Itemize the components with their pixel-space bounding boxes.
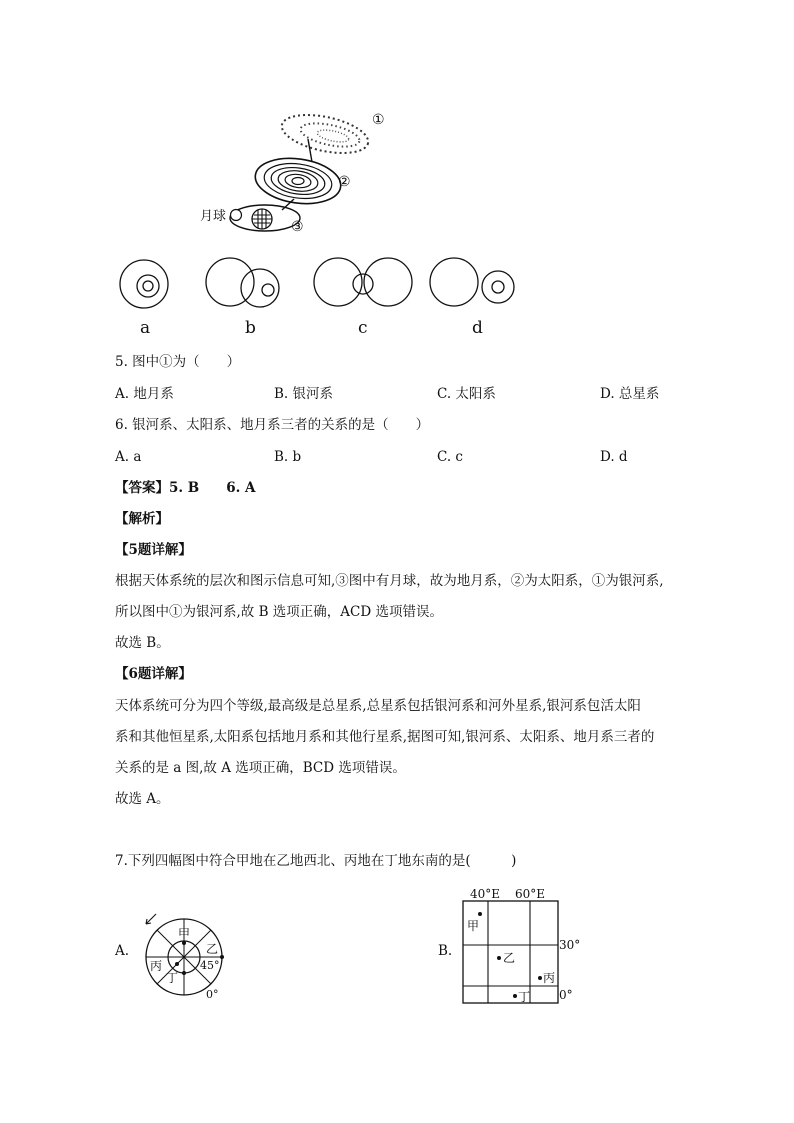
- diagram-a: [120, 260, 168, 308]
- answer-line: 【答案】5. B 6. A: [115, 480, 256, 496]
- label-moon: 月球: [200, 209, 227, 224]
- map-b-ding: 丁: [518, 990, 531, 1004]
- diagram-b: [206, 258, 279, 307]
- d6-line-2: 系和其他恒星系,太阳系包括地月系和其他行星系,据图可知,银河系、太阳系、地月系三者的: [115, 729, 655, 745]
- q5-option-c: C. 太阳系: [437, 386, 496, 402]
- map-a-ding: 丁: [166, 971, 179, 985]
- letter-c: c: [358, 318, 368, 338]
- map-b-lon-40: 40°E: [470, 887, 501, 901]
- map-a-bing: 丙: [150, 959, 163, 973]
- q5-option-b: B. 银河系: [274, 386, 334, 402]
- map-a-jia: 甲: [178, 927, 191, 941]
- q6-option-a: A. a: [115, 449, 142, 465]
- q6-option-d: D. d: [600, 449, 628, 465]
- galaxy-drawing: [278, 108, 371, 160]
- rotation-arrow-icon: [146, 914, 156, 924]
- relationship-diagrams: [112, 252, 532, 342]
- label-circle-2: ②: [338, 174, 351, 190]
- diagram-d: [430, 258, 514, 306]
- earth-moon-drawing: [230, 205, 300, 231]
- analysis-heading: 【解析】: [115, 511, 169, 527]
- d6-line-3: 关系的是 a 图,故 A 选项正确，BCD 选项错误。: [115, 760, 406, 776]
- d5-line-2: 所以图中①为银河系,故 B 选项正确，ACD 选项错误。: [115, 604, 443, 620]
- label-circle-1: ①: [372, 112, 385, 128]
- label-circle-3: ③: [291, 219, 304, 235]
- letter-b: b: [245, 318, 256, 338]
- map-b-jia: 甲: [467, 919, 480, 933]
- q6-stem: 6. 银河系、太阳系、地月系三者的关系的是（ ）: [115, 417, 430, 433]
- d6-line-1: 天体系统可分为四个等级,最高级是总星系,总星系包括银河系和河外星系,银河系包活太阳: [115, 698, 641, 714]
- q7-stem: 7.下列四幅图中符合甲地在乙地西北、丙地在丁地东南的是( ): [115, 853, 517, 869]
- letter-d: d: [472, 318, 483, 338]
- map-b-lat-0: 0°: [559, 988, 573, 1002]
- map-a-zero: 0°: [206, 988, 219, 1001]
- solar-system-drawing: [252, 153, 343, 209]
- d6-heading: 【6题详解】: [115, 666, 192, 682]
- diagram-c: [314, 258, 412, 306]
- map-a-polar: [136, 912, 236, 1007]
- q5-stem: 5. 图中①为（ ）: [115, 354, 241, 370]
- map-b-lat-30: 30°: [559, 938, 581, 952]
- map-b-grid: [455, 885, 600, 1010]
- q7-option-a-label: A.: [115, 943, 130, 959]
- q5-option-a: A. 地月系: [115, 386, 174, 402]
- q6-option-c: C. c: [437, 449, 463, 465]
- q7-option-b-label: B.: [438, 943, 453, 959]
- map-b-yi: 乙: [503, 951, 516, 965]
- map-a-angle: 45°: [200, 959, 220, 972]
- letter-a: a: [140, 318, 151, 338]
- map-b-bing: 丙: [543, 971, 556, 985]
- celestial-systems-figure: [190, 104, 400, 244]
- d6-line-4: 故选 A。: [115, 791, 170, 807]
- map-a-yi: 乙: [206, 942, 219, 956]
- d5-line-3: 故选 B。: [115, 635, 170, 651]
- d5-heading: 【5题详解】: [115, 542, 192, 558]
- q5-option-d: D. 总星系: [600, 386, 660, 402]
- q6-option-b: B. b: [274, 449, 302, 465]
- map-b-lon-60: 60°E: [515, 887, 546, 901]
- d5-line-1: 根据天体系统的层次和图示信息可知,③图中有月球，故为地月系，②为太阳系，①为银河系,: [115, 573, 664, 589]
